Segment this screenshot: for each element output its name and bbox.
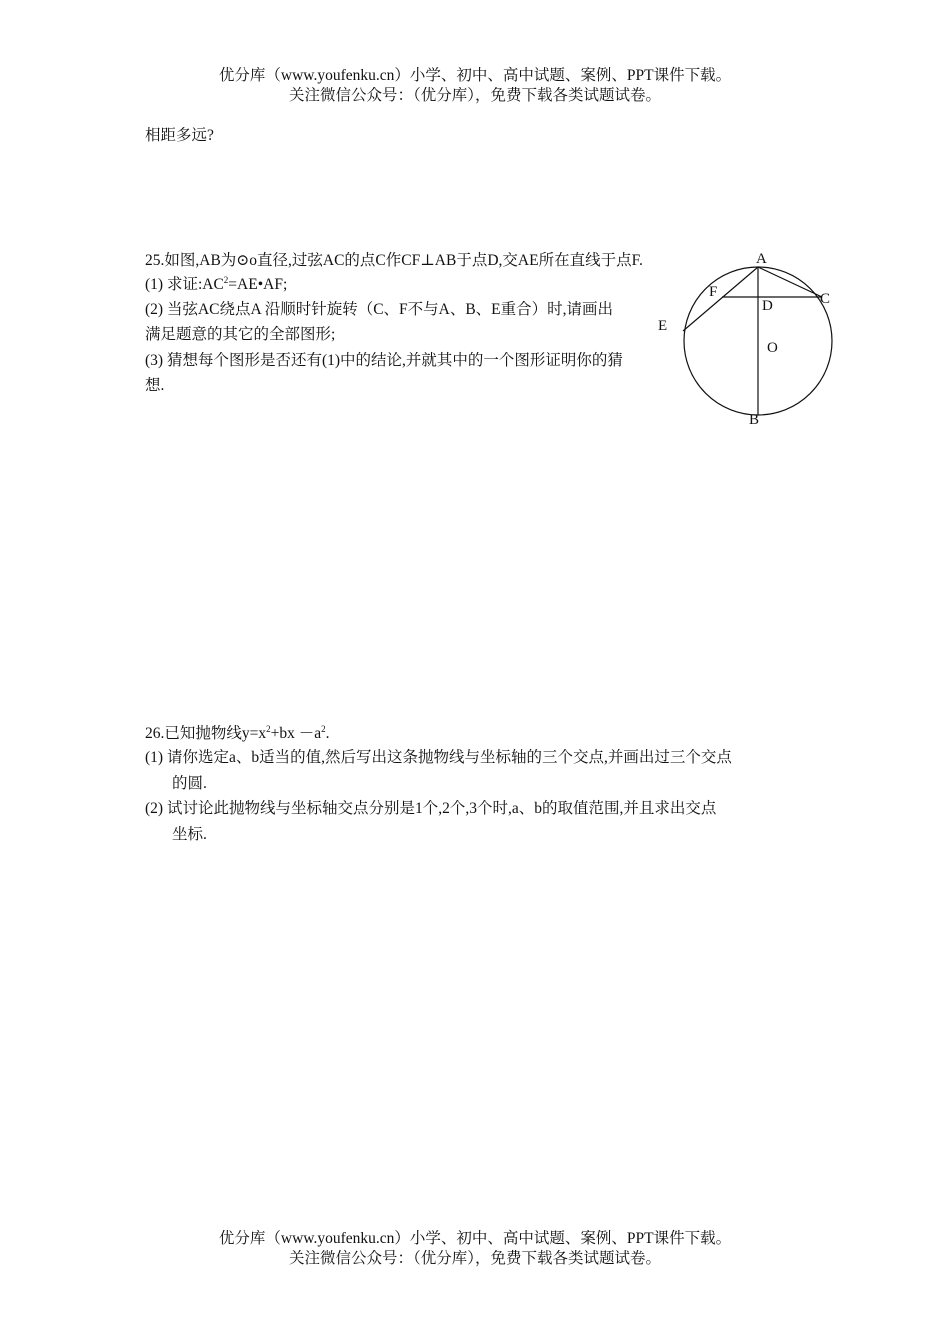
q25-part-2-line-2: 满足题意的其它的全部图形;	[145, 326, 336, 343]
q25-part-2-line-1: (2) 当弦AC绕点A 沿顺时针旋转（C、F不与A、B、E重合）时,请画出	[145, 301, 614, 318]
q26-stem-sup-1: 2	[266, 724, 271, 734]
q25-part-3-line-2: 想.	[145, 377, 165, 394]
label-d: D	[762, 298, 773, 314]
footer-line-2: 关注微信公众号：（优分库），免费下载各类试题试卷。	[288, 1250, 661, 1267]
header-line-1: 优分库（www.youfenku.cn）小学、初中、高中试题、案例、PPT课件下载。	[218, 67, 732, 84]
q26-part-1-line-1: (1) 请你选定a、b适当的值,然后写出这条抛物线与坐标轴的三个交点,并画出过三个交点	[145, 749, 732, 766]
q25-circle-figure	[650, 245, 850, 435]
label-c: C	[820, 291, 831, 307]
q26-stem-sup-2: 2	[321, 724, 326, 734]
q25-part-1-sup: 2	[223, 275, 229, 285]
q26-stem-b: +bx －a	[270, 725, 322, 742]
label-a: A	[756, 251, 767, 267]
q25-part-3-line-1: (3) 猜想每个图形是否还有(1)中的结论,并就其中的一个图形证明你的猜	[145, 352, 623, 369]
q25-stem: 25.如图,AB为⊙o直径,过弦AC的点C作CF⊥AB于点D,交AE所在直线于点F.	[145, 252, 643, 269]
chord-ac	[758, 267, 822, 297]
footer-line-1: 优分库（www.youfenku.cn）小学、初中、高中试题、案例、PPT课件下载。	[218, 1230, 732, 1247]
q26-stem-c: .	[325, 725, 330, 742]
prev-question-tail: 相距多远?	[145, 127, 214, 144]
q26-part-2-line-2: 坐标.	[172, 826, 207, 843]
q25-part-1	[145, 273, 287, 297]
q26-part-1-line-2: 的圆.	[172, 775, 207, 792]
q26-stem-a: 26.已知抛物线y=x	[145, 725, 267, 742]
page-header	[0, 66, 950, 106]
header-line-2: 关注微信公众号：（优分库），免费下载各类试题试卷。	[288, 87, 661, 104]
q26-stem	[145, 722, 330, 746]
label-e: E	[658, 318, 668, 334]
label-o: O	[767, 340, 778, 356]
q26-part-2-line-1: (2) 试讨论此抛物线与坐标轴交点分别是1个,2个,3个时,a、b的取值范围,并且求出交点	[145, 800, 717, 817]
q25-part-1-b: =AE•AF;	[228, 276, 288, 293]
label-b: B	[749, 412, 760, 428]
page-footer	[0, 1229, 950, 1269]
q25-part-1-a: (1) 求证:AC	[145, 276, 224, 293]
label-f: F	[709, 284, 718, 300]
